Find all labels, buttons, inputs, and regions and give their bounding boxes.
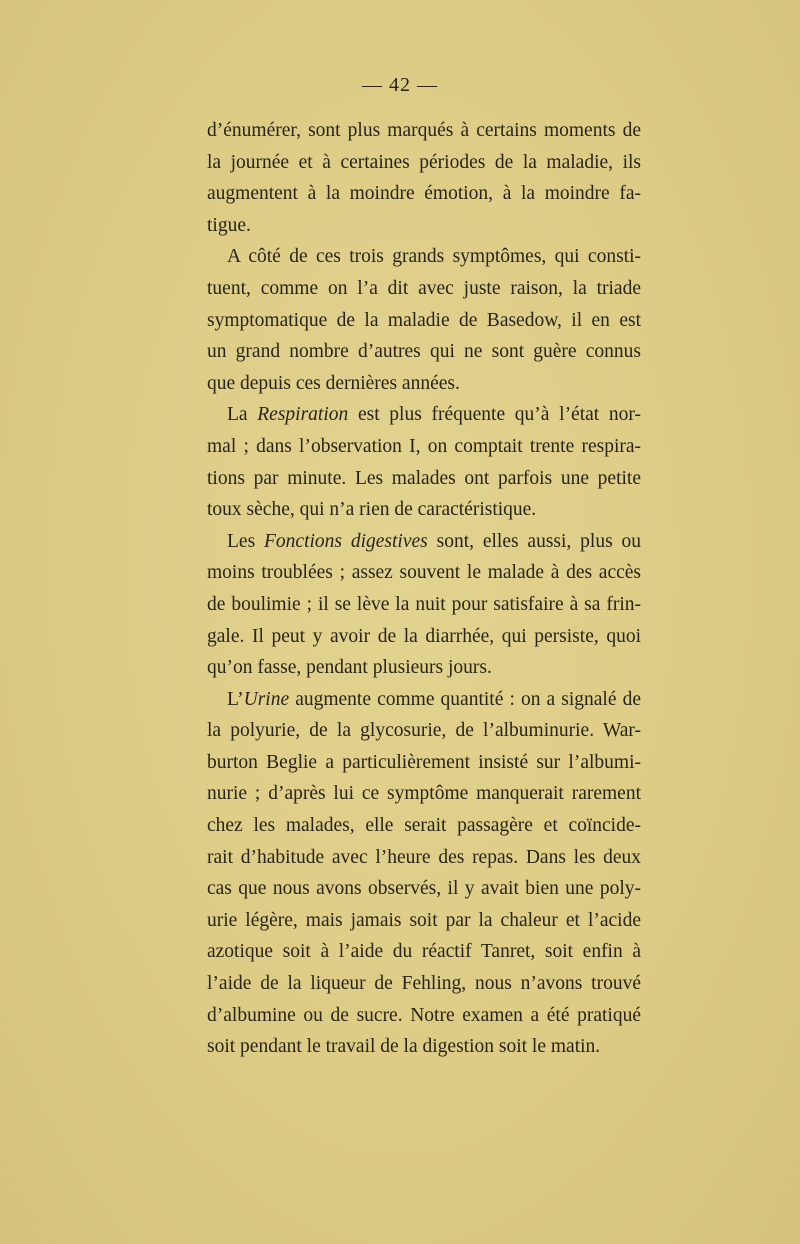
text-line (207, 494, 641, 526)
line-text: burton Beglie a particulièrement insisté sur l’albumi- (207, 751, 641, 773)
text-line (207, 431, 641, 463)
line-text: mal ; dans l’observation I, on comptait trente respira- (207, 435, 641, 457)
text-line (207, 810, 641, 842)
line-text: cas que nous avons observés, il y avait bien une poly- (207, 878, 641, 900)
text-line (207, 399, 641, 431)
text-line (207, 1031, 641, 1063)
line-text: de boulimie ; il se lève la nuit pour satisfaire à sa frin- (207, 593, 641, 615)
text-line (207, 715, 641, 747)
text-line (207, 747, 641, 779)
line-text: tions par minute. Les malades ont parfois une petite (207, 467, 641, 489)
text-line (207, 178, 641, 210)
line-text: sont, elles aussi, plus ou (427, 530, 642, 552)
line-text: qu’on fasse, pendant plusieurs jours. (207, 657, 492, 679)
text-line (207, 463, 641, 495)
text-line (207, 557, 641, 589)
page-number: — 42 — (362, 74, 438, 96)
text-line (207, 905, 641, 937)
line-text: d’énumérer, sont plus marqués à certains moments de (207, 120, 641, 141)
text-line (207, 241, 641, 273)
text-line (207, 115, 641, 147)
italic-heading: Respiration (257, 404, 349, 426)
text-line (207, 968, 641, 1000)
line-text: est plus fréquente qu’à l’état nor- (348, 404, 641, 426)
line-text: tigue. (207, 214, 251, 236)
line-text: gale. Il peut y avoir de la diarrhée, qui persiste, quoi (207, 625, 641, 647)
text-line (207, 147, 641, 179)
text-line (207, 336, 641, 368)
line-text: la polyurie, de la glycosurie, de l’albuminurie. War- (207, 720, 641, 742)
text-line (207, 873, 641, 905)
line-text: A côté de ces trois grands symptômes, qui consti- (227, 246, 641, 268)
line-prefix: L’ (227, 688, 244, 710)
text-line (207, 589, 641, 621)
text-line (207, 652, 641, 684)
text-line (207, 778, 641, 810)
line-text: chez les malades, elle serait passagère et coïncide- (207, 815, 641, 837)
italic-heading: Fonctions digestives (264, 530, 428, 552)
line-prefix: Les (227, 530, 265, 552)
line-text: rait d’habitude avec l’heure des repas. Dans les deux (207, 846, 641, 868)
text-line (207, 684, 641, 716)
line-prefix: La (227, 404, 258, 426)
text-line (207, 621, 641, 653)
line-text: symptomatique de la maladie de Basedow, il en est (207, 309, 641, 331)
text-line (207, 305, 641, 337)
line-text: augmentent à la moindre émotion, à la moindre fa- (207, 183, 641, 205)
line-text: soit pendant le travail de la digestion soit le matin. (207, 1036, 601, 1058)
line-text: moins troublées ; assez souvent le malade à des accès (207, 562, 641, 584)
text-line (207, 273, 641, 305)
line-text: l’aide de la liqueur de Fehling, nous n’avons trouvé (207, 973, 641, 995)
text-line (207, 1000, 641, 1032)
line-text: azotique soit à l’aide du réactif Tanret, soit enfin à (207, 941, 641, 963)
body-text (207, 115, 641, 1063)
italic-heading: Urine (243, 688, 290, 710)
text-line (207, 526, 641, 558)
line-text: que depuis ces dernières années. (207, 372, 460, 394)
line-text: toux sèche, qui n’a rien de caractéristique. (207, 499, 537, 521)
line-text: d’albumine ou de sucre. Notre examen a été pratiqué (207, 1004, 641, 1026)
line-text: augmente comme quantité : on a signalé de (289, 688, 641, 710)
line-text: urie légère, mais jamais soit par la chaleur et l’acide (207, 909, 641, 931)
line-text: tuent, comme on l’a dit avec juste raison, la triade (207, 277, 641, 299)
line-text: la journée et à certaines périodes de la maladie, ils (207, 151, 641, 173)
line-text: nurie ; d’après lui ce symptôme manquerait rarement (207, 783, 641, 805)
text-line (207, 842, 641, 874)
text-line (207, 368, 641, 400)
text-line (207, 210, 641, 242)
text-line (207, 936, 641, 968)
line-text: un grand nombre d’autres qui ne sont guère connus (207, 341, 641, 363)
